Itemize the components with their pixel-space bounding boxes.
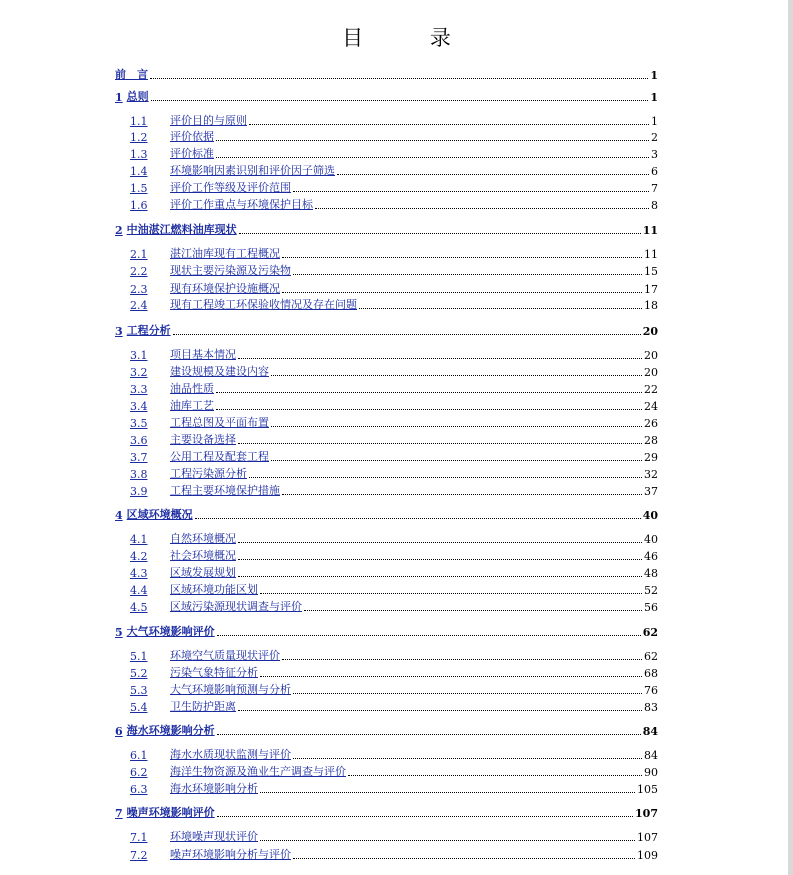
dot-leader xyxy=(359,306,642,309)
dot-leader xyxy=(271,424,642,427)
toc-entry-number[interactable]: 1.2 xyxy=(130,131,148,144)
toc-entry-number[interactable]: 3.8 xyxy=(130,468,148,481)
dot-leader xyxy=(293,756,642,759)
toc-entry-title[interactable]: 工程主要环境保护措施 xyxy=(170,484,280,497)
toc-section-entry[interactable] xyxy=(130,448,658,464)
toc-entry-number[interactable]: 5.2 xyxy=(130,667,148,680)
dot-leader xyxy=(282,657,642,660)
dot-leader xyxy=(271,458,642,461)
toc-entry-title[interactable]: 工程分析 xyxy=(126,324,171,337)
toc-section-entry[interactable] xyxy=(130,681,658,697)
toc-entry-title[interactable]: 评价工作重点与环境保护目标 xyxy=(170,198,313,211)
toc-page-number: 46 xyxy=(644,550,658,563)
toc-entry-title[interactable]: 噪声环境影响评价 xyxy=(126,806,215,819)
toc-entry-title[interactable]: 评价标准 xyxy=(170,147,214,160)
toc-section-entry[interactable] xyxy=(130,465,658,481)
toc-section-entry[interactable] xyxy=(130,564,658,580)
toc-page-number: 84 xyxy=(642,725,658,738)
toc-entry-number[interactable]: 2.1 xyxy=(130,248,148,261)
toc-page-number: 17 xyxy=(644,283,658,296)
toc-page-number: 6 xyxy=(651,165,658,178)
toc-entry-title[interactable]: 区域环境功能区划 xyxy=(170,583,258,596)
toc-entry-title[interactable]: 中油湛江燃料油库现状 xyxy=(126,223,237,236)
toc-section-entry[interactable] xyxy=(130,431,658,447)
toc-section-entry[interactable] xyxy=(130,162,658,178)
toc-page-number: 62 xyxy=(642,626,658,639)
toc-entry-number[interactable]: 6.3 xyxy=(130,783,148,796)
dot-leader xyxy=(238,356,642,359)
toc-page-number: 11 xyxy=(644,248,658,261)
dot-leader xyxy=(217,633,641,636)
toc-chapter-entry[interactable] xyxy=(115,322,658,338)
toc-section-entry[interactable] xyxy=(130,647,658,663)
toc-page-number: 11 xyxy=(642,224,658,237)
toc-section-entry[interactable] xyxy=(130,296,658,312)
toc-entry-number[interactable]: 3.1 xyxy=(130,349,148,362)
toc-chapter-entry[interactable] xyxy=(115,66,658,82)
toc-section-entry[interactable] xyxy=(130,482,658,498)
toc-entry-title[interactable]: 工程污染源分析 xyxy=(170,467,247,480)
toc-section-entry[interactable] xyxy=(130,581,658,597)
toc-page-number: 7 xyxy=(651,182,658,195)
toc-entry-title[interactable]: 海水环境影响分析 xyxy=(170,782,258,795)
toc-entry-title[interactable]: 主要设备选择 xyxy=(170,433,236,446)
toc-entry-number[interactable]: 3.2 xyxy=(130,366,148,379)
toc-page-number: 2 xyxy=(651,131,658,144)
toc-section-entry[interactable] xyxy=(130,145,658,161)
toc-page-number: 68 xyxy=(644,667,658,680)
toc-entry-title[interactable]: 卫生防护距离 xyxy=(170,700,236,713)
page-title: 目 录 xyxy=(342,26,481,50)
toc-section-entry[interactable] xyxy=(130,547,658,563)
toc-section-entry[interactable] xyxy=(130,363,658,379)
dot-leader xyxy=(293,691,642,694)
dot-leader xyxy=(271,373,642,376)
toc-page-number: 8 xyxy=(651,199,658,212)
toc-section-entry[interactable] xyxy=(130,380,658,396)
toc-page-number: 28 xyxy=(644,434,658,447)
toc-page-number: 40 xyxy=(644,533,658,546)
toc-entry-number[interactable]: 5 xyxy=(115,626,123,639)
toc-entry-title[interactable]: 评价工作等级及评价范围 xyxy=(170,181,291,194)
toc-entry-title[interactable]: 油库工艺 xyxy=(170,399,214,412)
dot-leader xyxy=(238,574,642,577)
toc-page-number: 107 xyxy=(635,807,658,820)
toc-entry-title[interactable]: 现状主要污染源及污染物 xyxy=(170,264,291,277)
toc-entry-title[interactable]: 海水水质现状监测与评价 xyxy=(170,748,291,761)
dot-leader xyxy=(282,255,642,258)
dot-leader xyxy=(293,272,642,275)
toc-entry-title[interactable]: 评价目的与原则 xyxy=(170,114,247,127)
toc-entry-title[interactable]: 工程总图及平面布置 xyxy=(170,416,269,429)
toc-page-number: 1 xyxy=(650,91,658,104)
toc-section-entry[interactable] xyxy=(130,846,658,862)
toc-entry-number[interactable]: 1.3 xyxy=(130,148,148,161)
toc-entry-number[interactable]: 4 xyxy=(115,509,123,522)
toc-section-entry[interactable] xyxy=(130,262,658,278)
toc-page-number: 48 xyxy=(644,567,658,580)
toc-page-number: 40 xyxy=(642,509,658,522)
toc-entry-number[interactable]: 3.9 xyxy=(130,485,148,498)
toc-entry-title[interactable]: 油品性质 xyxy=(170,382,214,395)
toc-section-entry[interactable] xyxy=(130,780,658,796)
toc-entry-number[interactable]: 2.4 xyxy=(130,299,148,312)
toc-section-entry[interactable] xyxy=(130,763,658,779)
toc-entry-title[interactable]: 湛江油库现有工程概况 xyxy=(170,247,280,260)
dot-leader xyxy=(195,516,641,519)
toc-chapter-entry[interactable] xyxy=(115,623,658,639)
toc-section-entry[interactable] xyxy=(130,397,658,413)
toc-entry-title[interactable]: 自然环境概况 xyxy=(170,532,236,545)
toc-section-entry[interactable] xyxy=(130,346,658,362)
toc-page-number: 52 xyxy=(644,584,658,597)
toc-entry-title[interactable]: 环境噪声现状评价 xyxy=(170,830,258,843)
toc-entry-title[interactable]: 区域发展规划 xyxy=(170,566,236,579)
toc-entry-title[interactable]: 现有工程竣工环保验收情况及存在问题 xyxy=(170,298,357,311)
toc-entry-number[interactable]: 1 xyxy=(115,91,123,104)
toc-page-number: 22 xyxy=(644,383,658,396)
toc-page-number: 3 xyxy=(651,148,658,161)
toc-page-number: 90 xyxy=(644,766,658,779)
toc-entry-number[interactable]: 4.1 xyxy=(130,533,148,546)
toc-section-entry[interactable] xyxy=(130,828,658,844)
dot-leader xyxy=(249,122,649,125)
toc-page-number: 76 xyxy=(644,684,658,697)
toc-section-entry[interactable] xyxy=(130,179,658,195)
toc-entry-number[interactable]: 6.2 xyxy=(130,766,148,779)
toc-entry-number[interactable]: 1.4 xyxy=(130,165,148,178)
toc-page-number: 26 xyxy=(644,417,658,430)
toc-section-entry[interactable] xyxy=(130,245,658,261)
dot-leader xyxy=(217,814,633,817)
toc-entry-number[interactable]: 3.4 xyxy=(130,400,148,413)
dot-leader xyxy=(293,856,635,859)
dot-leader xyxy=(150,76,648,79)
toc-entry-title[interactable]: 现有环境保护设施概况 xyxy=(170,282,280,295)
toc-entry-number[interactable]: 4.3 xyxy=(130,567,148,580)
toc-chapter-entry[interactable] xyxy=(115,722,658,738)
toc-page-number: 109 xyxy=(637,849,658,862)
dot-leader xyxy=(216,155,649,158)
toc-entry-number[interactable]: 2 xyxy=(115,224,123,237)
dot-leader xyxy=(217,732,641,735)
toc-entry-number[interactable]: 7.1 xyxy=(130,831,148,844)
toc-entry-number[interactable]: 1.5 xyxy=(130,182,148,195)
toc-section-entry[interactable] xyxy=(130,530,658,546)
dot-leader xyxy=(260,838,635,841)
toc-entry-number[interactable]: 7 xyxy=(115,807,123,820)
toc-entry-number[interactable]: 6 xyxy=(115,725,123,738)
dot-leader xyxy=(337,172,649,175)
toc-entry-title[interactable]: 噪声环境影响分析与评价 xyxy=(170,848,291,861)
toc-page-number: 18 xyxy=(644,299,658,312)
toc-chapter-entry[interactable] xyxy=(115,506,658,522)
dot-leader xyxy=(216,390,642,393)
toc-entry-number[interactable]: 4.5 xyxy=(130,601,148,614)
toc-section-entry[interactable] xyxy=(130,414,658,430)
toc-page-number: 32 xyxy=(644,468,658,481)
toc-page-number: 37 xyxy=(644,485,658,498)
toc-section-entry[interactable] xyxy=(130,196,658,212)
toc-entry-number[interactable]: 3.5 xyxy=(130,417,148,430)
dot-leader xyxy=(238,540,642,543)
dot-leader xyxy=(260,674,642,677)
toc-entry-title[interactable]: 大气环境影响预测与分析 xyxy=(170,683,291,696)
toc-entry-number[interactable]: 7.2 xyxy=(130,849,148,862)
toc-entry-title[interactable]: 区域污染源现状调查与评价 xyxy=(170,600,302,613)
toc-section-entry[interactable] xyxy=(130,112,658,128)
dot-leader xyxy=(304,608,642,611)
dot-leader xyxy=(173,332,641,335)
toc-entry-title[interactable]: 环境空气质量现状评价 xyxy=(170,649,280,662)
toc-page-number: 15 xyxy=(644,265,658,278)
dot-leader xyxy=(315,206,649,209)
toc-page-number: 20 xyxy=(642,325,658,338)
dot-leader xyxy=(260,591,642,594)
toc-entry-title[interactable]: 建设规模及建设内容 xyxy=(170,365,269,378)
toc-entry-title[interactable]: 评价依据 xyxy=(170,130,214,143)
toc-entry-number[interactable]: 1.1 xyxy=(130,115,148,128)
dot-leader xyxy=(238,557,642,560)
toc-entry-title[interactable]: 大气环境影响评价 xyxy=(126,625,215,638)
toc-entry-number[interactable]: 5.1 xyxy=(130,650,148,663)
toc-page-number: 62 xyxy=(644,650,658,663)
toc-page-number: 1 xyxy=(651,115,658,128)
toc-chapter-entry[interactable] xyxy=(115,804,658,820)
dot-leader xyxy=(282,290,642,293)
dot-leader xyxy=(249,475,642,478)
dot-leader xyxy=(239,231,641,234)
dot-leader xyxy=(282,492,642,495)
toc-entry-title[interactable]: 污染气象特征分析 xyxy=(170,666,258,679)
toc-section-entry[interactable] xyxy=(130,664,658,680)
toc-entry-number[interactable]: 2.3 xyxy=(130,283,148,296)
toc-entry-number[interactable]: 3.7 xyxy=(130,451,148,464)
dot-leader xyxy=(238,441,642,444)
toc-entry-number[interactable]: 1.6 xyxy=(130,199,148,212)
dot-leader xyxy=(216,138,649,141)
toc-page-number: 20 xyxy=(644,366,658,379)
toc-chapter-entry[interactable] xyxy=(115,221,658,237)
toc-section-entry[interactable] xyxy=(130,698,658,714)
toc-entry-title[interactable]: 项目基本情况 xyxy=(170,348,236,361)
dot-leader xyxy=(260,790,635,793)
toc-page-number: 20 xyxy=(644,349,658,362)
toc-entry-title[interactable]: 海洋生物资源及渔业生产调查与评价 xyxy=(170,765,346,778)
toc-entry-number[interactable]: 3.3 xyxy=(130,383,148,396)
toc-entry-number[interactable]: 3 xyxy=(115,325,123,338)
toc-entry-number[interactable]: 5.3 xyxy=(130,684,148,697)
toc-entry-number[interactable]: 4.2 xyxy=(130,550,148,563)
toc-page-number: 105 xyxy=(637,783,658,796)
dot-leader xyxy=(151,98,649,101)
toc-entry-title[interactable]: 总则 xyxy=(126,90,149,103)
toc-entry-title[interactable]: 社会环境概况 xyxy=(170,549,236,562)
page-edge-shadow xyxy=(788,0,793,875)
toc-entry-number[interactable]: 3.6 xyxy=(130,434,148,447)
toc-page-number: 83 xyxy=(644,701,658,714)
toc-entry-number[interactable]: 5.4 xyxy=(130,701,148,714)
toc-page-number: 84 xyxy=(644,749,658,762)
toc-entry-title[interactable]: 海水环境影响分析 xyxy=(126,724,215,737)
dot-leader xyxy=(348,773,642,776)
toc-page-number: 56 xyxy=(644,601,658,614)
toc-page-number: 107 xyxy=(637,831,658,844)
dot-leader xyxy=(238,708,642,711)
toc-entry-number[interactable]: 6.1 xyxy=(130,749,148,762)
toc-entry-title[interactable]: 环境影响因素识别和评价因子筛选 xyxy=(170,164,335,177)
toc-page-number: 1 xyxy=(650,69,658,82)
dot-leader xyxy=(216,407,642,410)
toc-entry-number[interactable]: 4.4 xyxy=(130,584,148,597)
toc-entry-title[interactable]: 公用工程及配套工程 xyxy=(170,450,269,463)
toc-section-entry[interactable] xyxy=(130,598,658,614)
toc-page-number: 24 xyxy=(644,400,658,413)
toc-entry-title[interactable]: 前 言 xyxy=(115,68,148,81)
toc-section-entry[interactable] xyxy=(130,280,658,296)
dot-leader xyxy=(293,189,649,192)
toc-page-number: 29 xyxy=(644,451,658,464)
toc-section-entry[interactable] xyxy=(130,128,658,144)
toc-entry-title[interactable]: 区域环境概况 xyxy=(126,508,193,521)
toc-section-entry[interactable] xyxy=(130,746,658,762)
toc-chapter-entry[interactable] xyxy=(115,88,658,104)
toc-entry-number[interactable]: 2.2 xyxy=(130,265,148,278)
